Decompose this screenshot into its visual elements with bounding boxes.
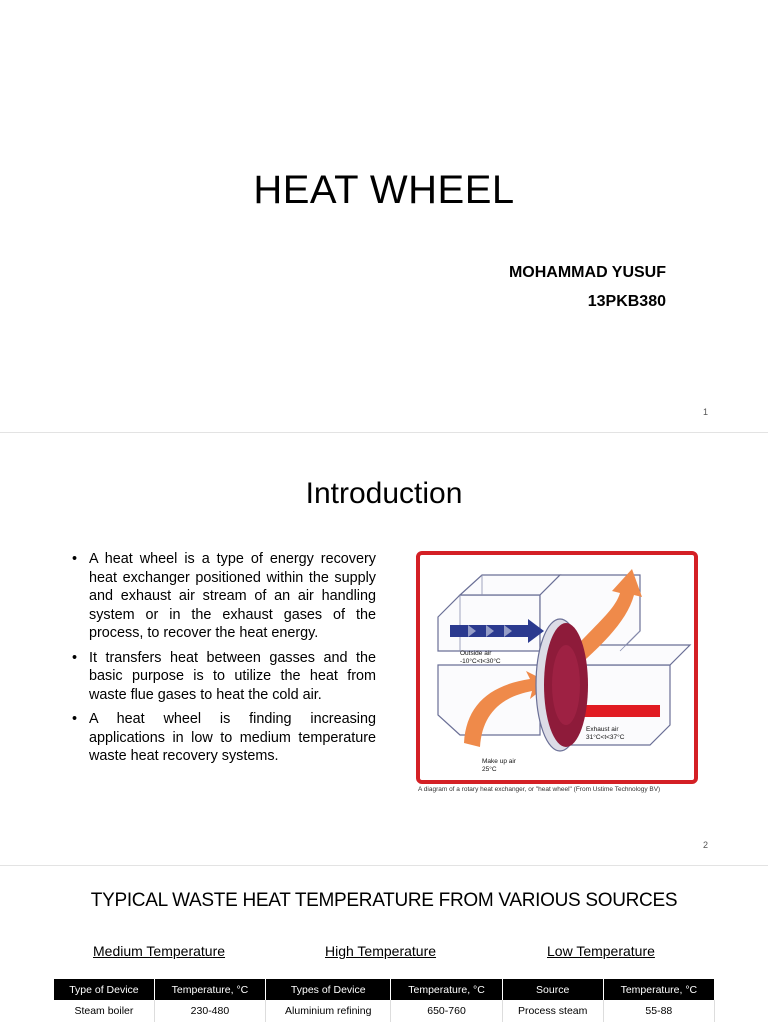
outside-air-label: Outside air xyxy=(460,650,492,657)
column-header: Types of Device xyxy=(266,979,391,1000)
heat-wheel-illustration xyxy=(420,555,694,780)
column-header: Temperature, °C xyxy=(154,979,265,1000)
table-cell: Aluminium refining xyxy=(266,1000,391,1022)
page-number: 1 xyxy=(702,407,708,417)
table-cell: Steam boiler xyxy=(54,1000,154,1022)
upper-duct-left xyxy=(438,595,540,651)
title-slide xyxy=(0,0,768,432)
author-id: 13PKB380 xyxy=(587,293,666,310)
table-header-row xyxy=(54,979,715,1000)
bullet-item: • A heat wheel is finding increasing applications in low to medium temperature waste heat recovery systems. xyxy=(72,710,376,766)
column-header: Temperature, °C xyxy=(603,979,714,1000)
category-medium: Medium Temperature xyxy=(93,943,226,959)
exhaust-air-label: Exhaust air xyxy=(586,726,619,733)
slide-title: HEAT WHEEL xyxy=(253,168,515,212)
slide-title: Introduction xyxy=(305,477,463,510)
table-cell: 230-480 xyxy=(154,1000,265,1022)
category-high: High Temperature xyxy=(325,943,437,959)
waste-heat-table xyxy=(54,979,715,1022)
column-header: Temperature, °C xyxy=(391,979,502,1000)
diagram-caption: A diagram of a rotary heat exchanger, or "heat wheel" (From Ustime Technology BV) xyxy=(418,786,661,793)
column-header: Type of Device xyxy=(54,979,154,1000)
make-up-air-label: Make up air xyxy=(482,758,516,765)
author-block xyxy=(509,258,666,316)
author-name: MOHAMMAD YUSUF xyxy=(508,264,666,281)
table-cell: Process steam xyxy=(502,1000,603,1022)
page-number: 2 xyxy=(702,840,708,850)
table-cell: 55-88 xyxy=(603,1000,714,1022)
table-row xyxy=(54,1000,715,1022)
exhaust-air-range: 31°C<t<37°C xyxy=(586,734,625,741)
waste-heat-slide xyxy=(0,866,768,1024)
make-up-air-temp: 25°C xyxy=(482,766,497,773)
slide-title: TYPICAL WASTE HEAT TEMPERATURE FROM VARIOUS SOURCES xyxy=(90,890,678,911)
introduction-slide xyxy=(0,433,768,865)
bullet-item: • A heat wheel is a type of energy recovery heat exchanger positioned within the supply and exhaust air stream of an air handling system or in the exhaust gases of the process, to recover the heat energy. xyxy=(72,550,376,643)
bullet-item: • It transfers heat between gasses and the basic purpose is to utilize the heat from waste flue gases to heat the cold air. xyxy=(72,649,376,705)
table-cell: 650-760 xyxy=(391,1000,502,1022)
category-low: Low Temperature xyxy=(547,943,655,959)
heat-wheel-diagram xyxy=(416,551,698,784)
column-header: Source xyxy=(502,979,603,1000)
outside-air-range: -10°C<t<30°C xyxy=(460,658,501,665)
bullet-list xyxy=(72,550,376,772)
